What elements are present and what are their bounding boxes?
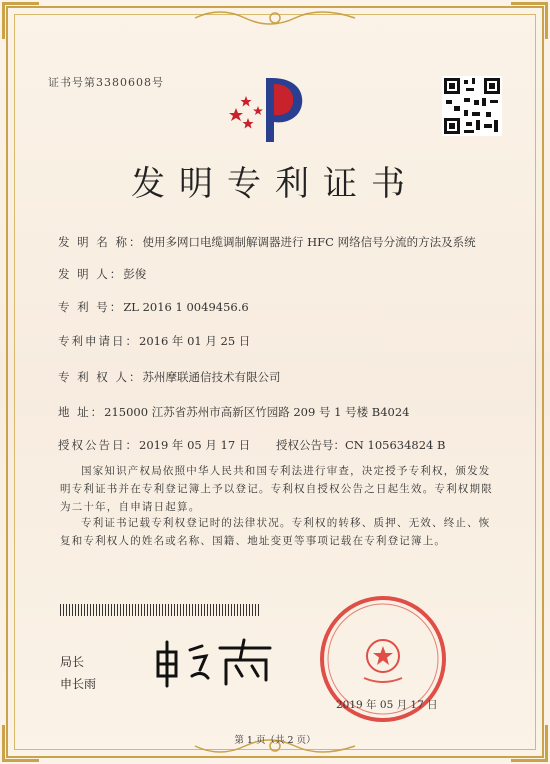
grant-date-label: 授权公告日： [58,438,139,452]
patent-number-label: 专 利 号： [58,300,124,314]
director-name: 申长雨 [60,677,97,691]
patentee-row [58,369,280,385]
top-ornament [190,8,360,28]
page-number: 第 1 页（共 2 页） [234,735,316,746]
invention-name-label: 发 明 名 称： [58,235,143,249]
legal-paragraph: 专利证书记载专利权登记时的法律状况。专利权的转移、质押、无效、终止、恢复和专利权人的姓名或名称、国籍、地址变更等事项记载在专利登记簿上。 [60,517,491,547]
filing-date-label: 专利申请日： [58,334,139,348]
grant-number-value: CN 105634824 B [345,438,446,452]
inventor-label: 发 明 人： [58,267,124,281]
seal-date: 2019 年 05 月 17 日 [336,699,438,711]
director-signature-icon [150,630,280,690]
invention-name-row [58,234,476,250]
inventor-row [58,266,146,282]
certificate-title: 发明专利证书 [131,164,419,204]
cnipa-logo-icon [222,70,312,150]
director-title: 局长 [60,655,85,669]
corner-ornament [511,2,548,39]
address-label: 地 址： [58,405,105,419]
address-row [58,404,409,420]
legal-paragraph: 国家知识产权局依照中华人民共和国专利法进行审查，决定授予专利权，颁发发明专利证书并在专利登记簿上予以登记。专利权自授权公告之日起生效。专利权期限为二十年，自申请日起算。 [60,465,493,513]
inventor-value: 彭俊 [123,267,147,281]
grant-number-label: 授权公告号： [276,438,345,452]
certificate-number: 证书号第3380608号 [48,76,164,89]
patentee-value: 苏州摩联通信技术有限公司 [142,370,281,384]
patent-number-row [58,299,249,315]
filing-date-row [58,333,250,349]
patent-number-value: ZL 2016 1 0049456.6 [123,300,249,314]
patentee-label: 专 利 权 人： [58,370,143,384]
filing-date-value: 2016 年 01 月 25 日 [139,334,251,348]
barcode-icon [60,604,260,616]
qr-code-icon [442,76,502,136]
grant-number-row [276,437,445,453]
grant-date-value: 2019 年 05 月 17 日 [139,438,251,452]
invention-name-value: 使用多网口电缆调制解调器进行 HFC 网络信号分流的方法及系统 [142,235,476,249]
corner-ornament [2,2,39,39]
address-value: 215000 江苏省苏州市高新区竹园路 209 号 1 号楼 B4024 [104,405,410,419]
grant-date-row [58,437,250,453]
